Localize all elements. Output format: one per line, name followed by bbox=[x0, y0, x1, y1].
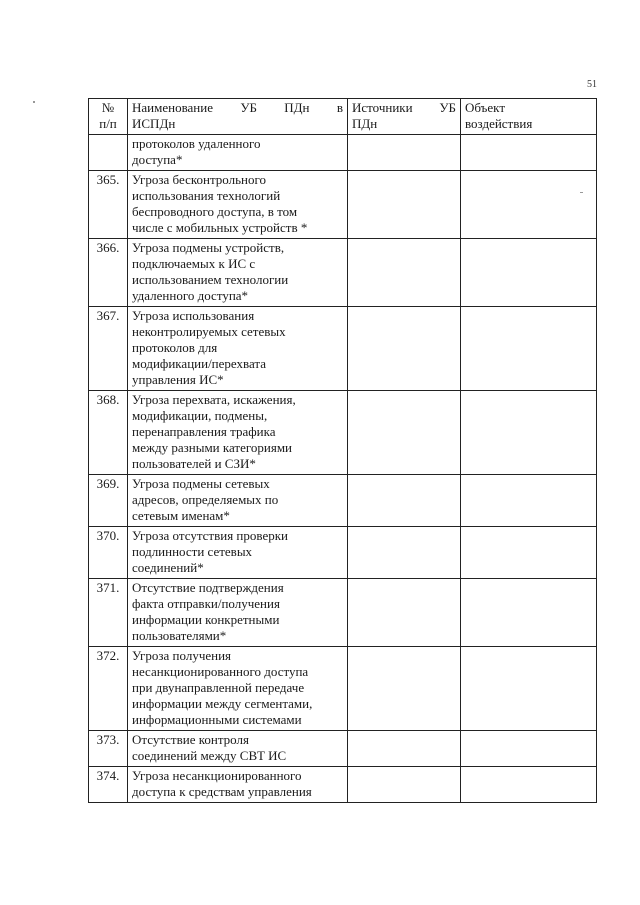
object-cell bbox=[461, 475, 597, 527]
source-cell bbox=[348, 731, 461, 767]
header-text: воздействия bbox=[465, 116, 533, 131]
threat-name-line: протоколов удаленного bbox=[132, 136, 261, 151]
table-row bbox=[89, 307, 597, 391]
threat-name-line: несанкционированного доступа bbox=[132, 664, 309, 679]
row-number: 369. bbox=[89, 475, 128, 527]
threat-name-cell bbox=[128, 239, 348, 307]
header-text: п/п bbox=[99, 116, 117, 131]
source-cell bbox=[348, 475, 461, 527]
threat-name-cell bbox=[128, 307, 348, 391]
threat-name-line: Угроза перехвата, искажения, bbox=[132, 392, 296, 407]
threat-name-cell bbox=[128, 171, 348, 239]
threat-name-line: подлинности сетевых bbox=[132, 544, 253, 559]
header-line bbox=[132, 100, 343, 116]
row-number: 365. bbox=[89, 171, 128, 239]
threat-name-cell bbox=[128, 767, 348, 803]
threat-name-line: Угроза подмены сетевых bbox=[132, 476, 270, 491]
object-cell bbox=[461, 307, 597, 391]
threat-name-line: между разными категориями bbox=[132, 440, 293, 455]
object-cell bbox=[461, 135, 597, 171]
table-row bbox=[89, 767, 597, 803]
threat-name-line: Отсутствие контроля bbox=[132, 732, 249, 747]
source-cell bbox=[348, 767, 461, 803]
column-header-object bbox=[461, 99, 597, 135]
threat-name-line: доступа к средствам управления bbox=[132, 784, 312, 799]
header-text: ИСПДн bbox=[132, 116, 176, 131]
threat-name-line: Угроза бесконтрольного bbox=[132, 172, 267, 187]
threat-name-line: информации конкретными bbox=[132, 612, 280, 627]
threat-name-line: Угроза несанкционированного bbox=[132, 768, 302, 783]
row-number bbox=[89, 135, 128, 171]
threat-name-line: соединений* bbox=[132, 560, 204, 575]
table-row bbox=[89, 475, 597, 527]
object-cell bbox=[461, 767, 597, 803]
threat-name-cell bbox=[128, 647, 348, 731]
row-number: 374. bbox=[89, 767, 128, 803]
object-cell bbox=[461, 731, 597, 767]
source-cell bbox=[348, 307, 461, 391]
column-header-number bbox=[89, 99, 128, 135]
threat-name-line: управления ИС* bbox=[132, 372, 224, 387]
threats-table bbox=[88, 98, 597, 803]
column-header-source bbox=[348, 99, 461, 135]
threat-name-line: использования технологий bbox=[132, 188, 281, 203]
object-cell bbox=[461, 647, 597, 731]
row-number: 368. bbox=[89, 391, 128, 475]
object-cell bbox=[461, 527, 597, 579]
row-number: 373. bbox=[89, 731, 128, 767]
header-text: № bbox=[101, 100, 115, 115]
header-word: Наименование bbox=[132, 100, 213, 115]
threat-name-line: сетевым именам* bbox=[132, 508, 230, 523]
threat-name-line: беспроводного доступа, в том bbox=[132, 204, 298, 219]
threat-name-line: Угроза использования bbox=[132, 308, 255, 323]
threat-name-line: соединений между СВТ ИС bbox=[132, 748, 287, 763]
threat-name-line: числе с мобильных устройств * bbox=[132, 220, 308, 235]
row-number: 366. bbox=[89, 239, 128, 307]
header-text: Объект bbox=[465, 100, 505, 115]
header-row bbox=[89, 99, 597, 135]
row-number: 370. bbox=[89, 527, 128, 579]
column-header-threat-name bbox=[128, 99, 348, 135]
threat-name-line: информации между сегментами, bbox=[132, 696, 313, 711]
object-cell bbox=[461, 579, 597, 647]
threat-name-line: при двунаправленной передаче bbox=[132, 680, 305, 695]
source-cell bbox=[348, 391, 461, 475]
header-line bbox=[352, 100, 456, 116]
threat-name-line: неконтролируемых сетевых bbox=[132, 324, 286, 339]
page-number: 51 bbox=[587, 79, 597, 90]
row-number: 371. bbox=[89, 579, 128, 647]
threat-name-cell bbox=[128, 579, 348, 647]
object-cell bbox=[461, 171, 597, 239]
threat-name-cell bbox=[128, 731, 348, 767]
threat-name-line: информационными системами bbox=[132, 712, 302, 727]
header-word: УБ bbox=[439, 100, 456, 115]
table-row bbox=[89, 579, 597, 647]
threat-name-cell bbox=[128, 135, 348, 171]
table-row bbox=[89, 239, 597, 307]
source-cell bbox=[348, 527, 461, 579]
header-word: в bbox=[336, 100, 343, 115]
threat-name-line: протоколов для bbox=[132, 340, 218, 355]
table-row bbox=[89, 171, 597, 239]
object-cell bbox=[461, 391, 597, 475]
source-cell bbox=[348, 135, 461, 171]
threat-name-line: использованием технологии bbox=[132, 272, 289, 287]
scan-speck bbox=[33, 101, 35, 103]
threat-name-cell bbox=[128, 391, 348, 475]
threat-name-cell bbox=[128, 527, 348, 579]
threat-name-line: удаленного доступа* bbox=[132, 288, 249, 303]
threat-name-line: пользователями* bbox=[132, 628, 227, 643]
header-word: УБ bbox=[240, 100, 257, 115]
table-row bbox=[89, 647, 597, 731]
table-row bbox=[89, 135, 597, 171]
threat-name-line: Угроза подмены устройств, bbox=[132, 240, 285, 255]
threat-name-line: Угроза отсутствия проверки bbox=[132, 528, 288, 543]
row-number: 372. bbox=[89, 647, 128, 731]
threat-name-line: адресов, определяемых по bbox=[132, 492, 279, 507]
table-row bbox=[89, 527, 597, 579]
threat-name-line: доступа* bbox=[132, 152, 183, 167]
table-header bbox=[89, 99, 597, 135]
threat-name-line: Отсутствие подтверждения bbox=[132, 580, 284, 595]
threat-name-line: факта отправки/получения bbox=[132, 596, 280, 611]
header-text: ПДн bbox=[352, 116, 378, 131]
table-row bbox=[89, 391, 597, 475]
threat-name-cell bbox=[128, 475, 348, 527]
source-cell bbox=[348, 239, 461, 307]
source-cell bbox=[348, 171, 461, 239]
table-row bbox=[89, 731, 597, 767]
row-number: 367. bbox=[89, 307, 128, 391]
threat-name-line: модификации/перехвата bbox=[132, 356, 267, 371]
header-word: ПДн bbox=[284, 100, 310, 115]
header-word: Источники bbox=[352, 100, 413, 115]
source-cell bbox=[348, 579, 461, 647]
threat-name-line: Угроза получения bbox=[132, 648, 232, 663]
threat-name-line: перенаправления трафика bbox=[132, 424, 276, 439]
source-cell bbox=[348, 647, 461, 731]
threat-name-line: модификации, подмены, bbox=[132, 408, 268, 423]
object-cell bbox=[461, 239, 597, 307]
threat-name-line: подключаемых к ИС с bbox=[132, 256, 256, 271]
table-body bbox=[89, 135, 597, 803]
threat-name-line: пользователей и СЗИ* bbox=[132, 456, 256, 471]
